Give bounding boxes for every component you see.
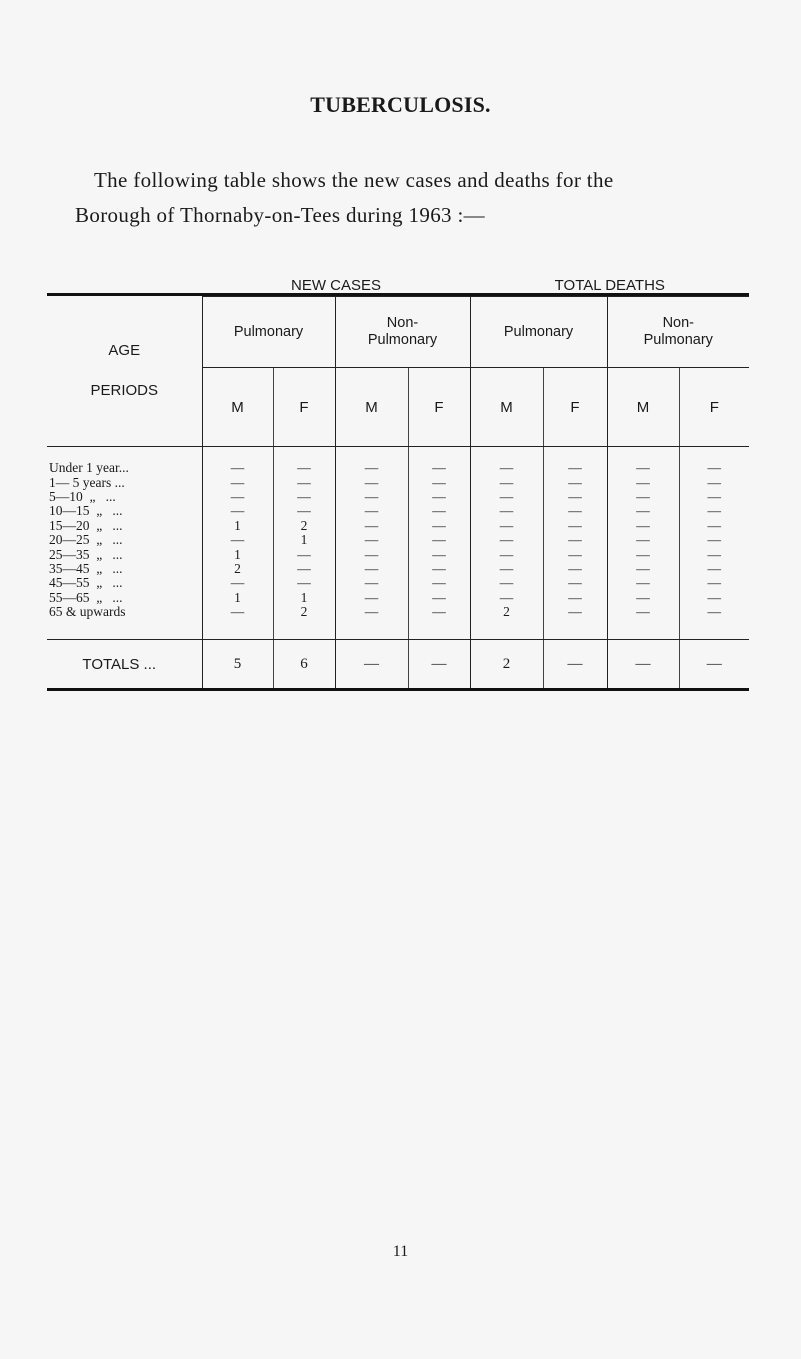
totals-cell: 5 [233,655,242,672]
table-cell: — [230,604,245,620]
age-period-label: 25—35 „ ... [47,547,202,561]
table-cell: — [543,533,607,547]
table-cell: — [230,488,245,504]
page-number: 11 [392,1243,409,1260]
table-cell: — [335,461,408,475]
death-nonpulm-f-header: F [679,368,749,447]
new-pulmonary-header: Pulmonary [202,297,335,368]
table-cell: — [273,504,335,518]
table-row [47,547,749,561]
table-cell: — [470,490,543,504]
table-cell: — [679,490,749,504]
table-cell: — [679,605,749,619]
table-cell: — [335,504,408,518]
table-cell: 1 [234,589,241,605]
table-cell: — [408,576,470,590]
age-header-line-1: AGE [108,342,141,359]
total-deaths-header: TOTAL DEATHS [470,295,749,297]
table-cell: — [408,591,470,605]
table-cell: — [408,504,470,518]
table-row [47,605,749,619]
table-cell: — [408,475,470,489]
table-cell: — [408,490,470,504]
table-row [47,562,749,576]
table-cell: 1 [234,517,241,533]
table-cell: 1 [234,546,241,562]
table-cell: — [607,576,679,590]
table-cell: — [230,503,245,519]
table-cell: — [543,519,607,533]
age-period-label: 55—65 „ ... [47,591,202,605]
table-cell: — [335,475,408,489]
table-cell: — [679,547,749,561]
table-cell: — [679,533,749,547]
table-cell: — [335,533,408,547]
table-cell: — [607,547,679,561]
table-cell: — [607,591,679,605]
table-cell: — [273,562,335,576]
table-cell: — [607,475,679,489]
age-period-label: 65 & upwards [47,605,202,619]
table-cell: — [230,474,245,490]
table-cell: 2 [234,560,241,576]
table-cell: — [273,547,335,561]
deaths-pulmonary-header: Pulmonary [470,297,607,368]
table-cell: — [607,504,679,518]
table-cell: — [679,461,749,475]
totals-row [47,640,749,690]
table-cell: — [470,547,543,561]
table-cell: 2 [273,519,335,533]
totals-cell: — [607,640,679,690]
new-pulm-m-header: M [202,368,273,447]
table-cell: — [335,547,408,561]
new-cases-header: NEW CASES [202,295,470,297]
table-row [47,519,749,533]
table-cell: — [273,475,335,489]
table-cell: — [543,591,607,605]
table-cell: — [230,532,245,548]
table-cell: — [679,519,749,533]
totals-cell: — [543,640,607,690]
table-cell: — [335,490,408,504]
totals-cell: — [679,640,749,690]
table-row [47,591,749,605]
age-period-label: 1— 5 years ... [47,475,202,489]
table-cell: — [470,504,543,518]
table-cell: — [679,562,749,576]
new-nonpulm-m-header: M [335,368,408,447]
table-cell: — [607,461,679,475]
table-cell: — [543,576,607,590]
age-header-line-2: PERIODS [90,382,158,399]
age-period-label: 15—20 „ ... [47,519,202,533]
table-cell: — [470,591,543,605]
age-period-label: Under 1 year... [47,461,202,475]
table-cell: — [607,519,679,533]
table-cell: — [335,576,408,590]
table-cell: — [607,605,679,619]
age-periods-header [47,295,202,447]
table-cell: — [470,576,543,590]
table-row [47,533,749,547]
table-cell: — [543,547,607,561]
page-title: TUBERCULOSIS. [310,92,491,117]
table-cell: — [470,519,543,533]
table-row [47,461,749,475]
table-cell: — [408,562,470,576]
tuberculosis-table [47,277,749,691]
table-cell: — [273,490,335,504]
deaths-non-pulmonary-header: Non- Pulmonary [607,297,749,368]
table-cell: — [335,562,408,576]
table-cell: — [335,605,408,619]
table-cell: — [470,533,543,547]
table-cell: — [230,575,245,591]
table-cell: — [470,475,543,489]
totals-label: TOTALS ... [47,640,202,690]
totals-cell: — [408,640,470,690]
table-cell: 1 [273,533,335,547]
table-cell: 2 [273,605,335,619]
age-period-label: 20—25 „ ... [47,533,202,547]
table-cell: — [679,504,749,518]
age-period-label: 10—15 „ ... [47,504,202,518]
death-pulm-f-header: F [543,368,607,447]
table-cell: — [607,533,679,547]
table-cell: — [470,461,543,475]
death-pulm-m-header: M [470,368,543,447]
new-pulm-f-header: F [273,368,335,447]
table-row [47,475,749,489]
table-cell: — [408,519,470,533]
age-period-label: 35—45 „ ... [47,562,202,576]
table-cell: — [408,605,470,619]
table-cell: — [543,562,607,576]
table-cell: — [543,605,607,619]
intro-line-1: The following table shows the new cases and deaths for the [94,168,614,192]
table-row [47,490,749,504]
table-cell: 2 [470,605,543,619]
table-row [47,504,749,518]
intro-paragraph [75,163,735,233]
death-nonpulm-m-header: M [607,368,679,447]
table-cell: — [679,475,749,489]
table-cell: — [543,475,607,489]
table-cell: — [408,533,470,547]
table-cell: — [607,562,679,576]
new-nonpulm-f-header: F [408,368,470,447]
table-cell: — [408,547,470,561]
table-cell: 1 [273,591,335,605]
totals-cell: 2 [470,640,543,690]
table-cell: — [543,504,607,518]
table-cell: — [408,461,470,475]
new-non-pulmonary-header: Non- Pulmonary [335,297,470,368]
table-cell: — [335,519,408,533]
intro-line-2: Borough of Thornaby-on-Tees during 1963 :— [75,203,486,227]
table-cell: — [543,490,607,504]
table-cell: — [335,591,408,605]
age-period-label: 5—10 „ ... [47,490,202,504]
table-cell: — [679,591,749,605]
age-period-label: 45—55 „ ... [47,576,202,590]
totals-cell: 6 [273,640,335,690]
table-cell: — [679,576,749,590]
table-cell: — [470,562,543,576]
table-cell: — [607,490,679,504]
table-cell: — [273,461,335,475]
table-row [47,576,749,590]
table-cell: — [273,576,335,590]
table-cell: — [543,461,607,475]
table-cell: — [230,460,245,476]
totals-cell: — [335,640,408,690]
